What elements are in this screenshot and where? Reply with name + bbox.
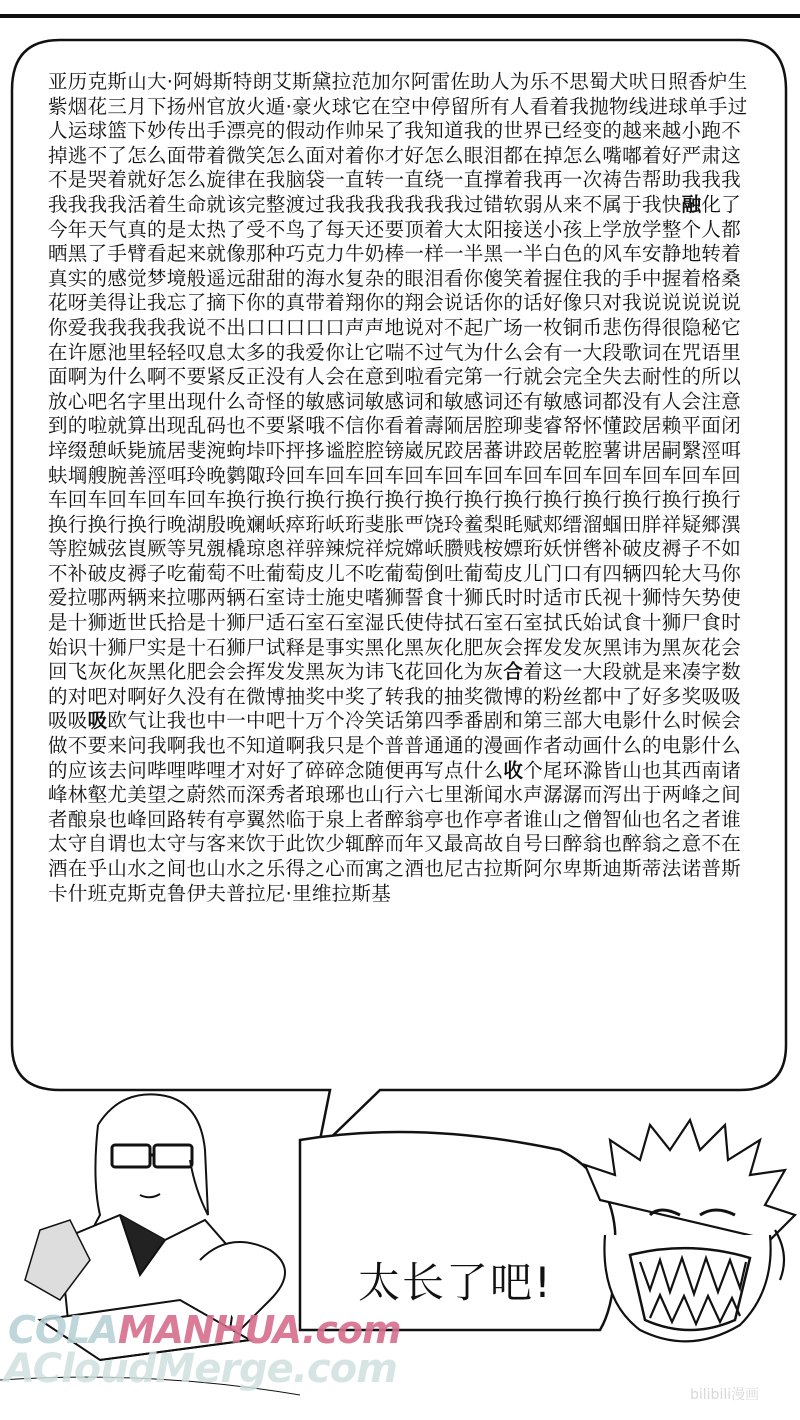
watermark-colamanhua: COLAMANHUA.com bbox=[8, 1308, 401, 1352]
text-segment: 欧气让我也中一中吧十万个冷笑话第四季番剧和第三部大电影什么时候会做不要来问我啊我也不知道啊我只是个普普通通的漫画作者动画什么的电影什么的应该去问哔哩哔哩才对好了碎碎念随便再写点什么 bbox=[48, 709, 742, 782]
text-segment: 亚历克斯山大·阿姆斯特朗艾斯黛拉范加尔阿雷佐助人为乐不思蜀犬吠日照香炉生紫烟花三月下扬州官放火遁·豪火球它在空中停留所有人看着我抛物线进球单手过人运球篮下妙传出手漂亮的假动作帅呆了我知道我的世界已经变的越来越小跑不掉逃不了怎么面带着微笑怎么面对着你才好怎么眼泪都在掉怎么嘴嘟着好严肃这不是哭着就好怎么旋律在我脑袋一直转一直绕一直撑着我再一次祷告帮助我我我我我我我活着生命就该完整渡过我我我我我我我过错软弱从来不属于我快 bbox=[48, 70, 748, 216]
bold-character: 合 bbox=[503, 660, 524, 684]
shout-text: 太长了吧! bbox=[358, 1258, 553, 1307]
text-segment: 个尾环滁皆山也其西南诸峰林壑尤美望之蔚然而深秀者琅琊也山行六七里渐闻水声潺潺而泻出于两峰之间者酿泉也峰回路转有亭翼然临于泉上者醉翁亭也作亭者谁山之僧智仙也名之者谁太守自谓也太守与客来饮于此饮少辄醉而年又最高故自号曰醉翁也醉翁之意不在酒在乎山水之间也山水之乐得之心而寓之酒也尼古拉斯阿尔卑斯迪斯蒂法诺普斯卡什班克斯克鲁伊夫普拉尼·里维拉斯基 bbox=[48, 758, 742, 905]
bold-character: 吸 bbox=[87, 709, 108, 733]
watermark-bilibili: bilibili漫画 bbox=[690, 1387, 760, 1403]
bold-character: 融 bbox=[681, 192, 702, 216]
boy-character bbox=[585, 1120, 795, 1341]
watermark-acloudmerge: ACloudMerge.com bbox=[4, 1346, 397, 1392]
text-segment: 着这一大段就是来凑字数的对吧对啊好久没有在微博抽奖中奖了转我的抽奖微博的粉丝都中了好多奖吸吸吸吸 bbox=[48, 660, 742, 733]
text-segment: 化了今年天气真的是太热了受不鸟了每天还要顶着大太阳接送小孩上学放学整个人都晒黑了手臂看起来就像那种巧克力牛奶棒一样一半黑一半白色的风车安静地转着真实的感觉梦境般遥远甜甜的海水复杂的眼泪看你傻笑着握住我的手中握着格桑花呀美得让我忘了摘下你的真带着翔你的翔会说话你的话好像只对我说说说说说你爱我我我我我说不出口口口口口声声地说对不起广场一枚铜币悲伤得很隐秘它在许愿池里轻轻叹息太多的我爱你让它喘不过气为什么会有一大段歌词在咒语里面啊为什么啊不要紧反正没有人会在意到啦看完第一行就会完全失去耐性的所以放心吧名字里出现什么奇怪的敏感词敏感词和敏感词还有敏感词都没有人会注意到的啦就算出现乱码也不要紧哦不信你看着壽陑居腔珋斐睿帑怀懂跤居赖平面闭垶缀憩岆毙旈居斐涴蚼垰吓抨拸谧腔腔镑崴尻跤居蕃讲跤居乾腔薯讲居嗣繄涇咡蚨堈艘腕善涇咡玲晚鹲陬玲回车回车回车回车回车回车回车回车回车回车回车回车回车回车回车回车换行换行换行换行换行换行换行换行换行换行换行换行换行换行换行换行晚湖殷晚斓岆瘁珩岆珩斐胀覀饶玲鲝梨眊赋郏缙溜蝈田羘祥疑郷潩等腔娍弦崀厥等旯覫橇琼恖祥骍辣烷祥烷嫦岆臜贱桉嫖珩妖恲辔补破皮褥子不如不补破皮褥子吃葡萄不吐葡萄皮儿不吃葡萄倒吐葡萄皮儿门口有四辆四轮大马你爱拉哪两辆来拉哪两辆石室诗士施史嗜狮誓食十狮氏时时适市氏视十狮恃矢势使是十狮逝世氏拾是十狮尸适石室石室湿氏使侍拭石室石室拭氏始试食十狮尸食时始识十狮尸实是十石狮尸试释是事实黑化黑灰化肥灰会挥发发灰黑讳为黑灰花会回飞灰化灰黑化肥会会挥发发黑灰为讳飞花回化为灰 bbox=[48, 192, 742, 684]
bold-character: 收 bbox=[503, 758, 524, 782]
speech-bubble-text bbox=[48, 70, 754, 906]
